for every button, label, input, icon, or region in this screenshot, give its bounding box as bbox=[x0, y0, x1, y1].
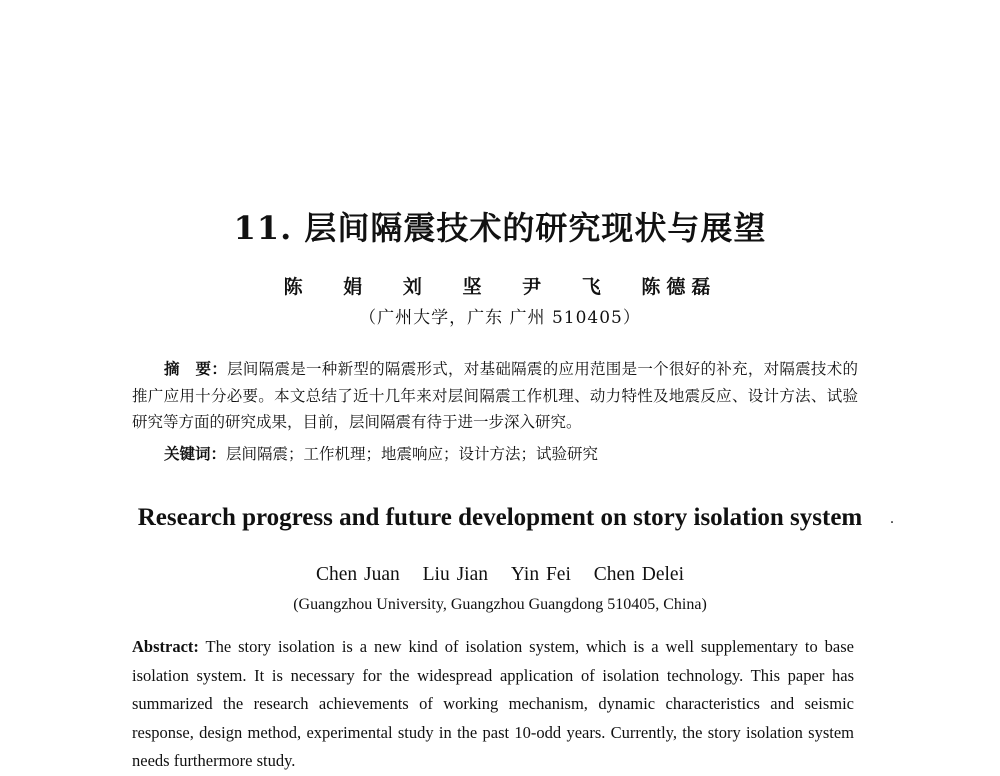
chinese-keywords-label: 关键词： bbox=[164, 444, 227, 463]
english-abstract-label: Abstract: bbox=[132, 637, 199, 656]
english-abstract-text: The story isolation is a new kind of isolation system, which is a well supplementary to base isolation system. It is necessary for the widespread application of isolation technology. This paper has summarized the research achievements of working mechanism, dynamic characteristics and seismic response, design method, experimental study in the past 10-odd years. Currently, the story isolation system needs furthermore study. bbox=[132, 637, 854, 771]
chinese-affiliation: （广州大学，广东 广州 510405） bbox=[359, 308, 641, 328]
chinese-keywords-text: 层间隔震；工作机理；地震响应；设计方法；试验研究 bbox=[226, 445, 599, 463]
chinese-abstract bbox=[132, 356, 858, 436]
stray-mark: · bbox=[890, 515, 895, 529]
chinese-abstract-text: 层间隔震是一种新型的隔震形式，对基础隔震的应用范围是一个很好的补充，对隔震技术的推广应用十分必要。本文总结了近十几年来对层间隔震工作机理、动力特性及地震反应、设计方法、试验研究等方面的研究成果，目前，层间隔震有待于进一步深入研究。 bbox=[132, 360, 858, 431]
english-author: Liu Jian bbox=[422, 564, 489, 585]
english-affiliation: (Guangzhou University, Guangzhou Guangdong 510405, China) bbox=[293, 596, 707, 613]
chinese-keywords bbox=[164, 441, 858, 467]
chinese-author: 刘 坚 bbox=[402, 276, 488, 298]
chinese-authors bbox=[0, 274, 1000, 300]
chinese-author: 陈 娟 bbox=[283, 276, 369, 298]
english-title bbox=[0, 500, 1000, 536]
english-author: Chen Juan bbox=[315, 564, 400, 585]
english-author: Yin Fei bbox=[510, 564, 571, 585]
english-abstract bbox=[132, 633, 854, 776]
chinese-abstract-label: 摘 要： bbox=[164, 359, 228, 378]
english-author: Chen Delei bbox=[593, 564, 684, 585]
chinese-title: 11. 层间隔震技术的研究现状与展望 bbox=[233, 209, 767, 247]
chinese-author: 陈德磊 bbox=[641, 276, 717, 298]
english-authors bbox=[0, 561, 1000, 589]
english-title-text: Research progress and future development on story isolation system bbox=[137, 504, 863, 531]
chinese-author: 尹 飞 bbox=[522, 276, 607, 298]
